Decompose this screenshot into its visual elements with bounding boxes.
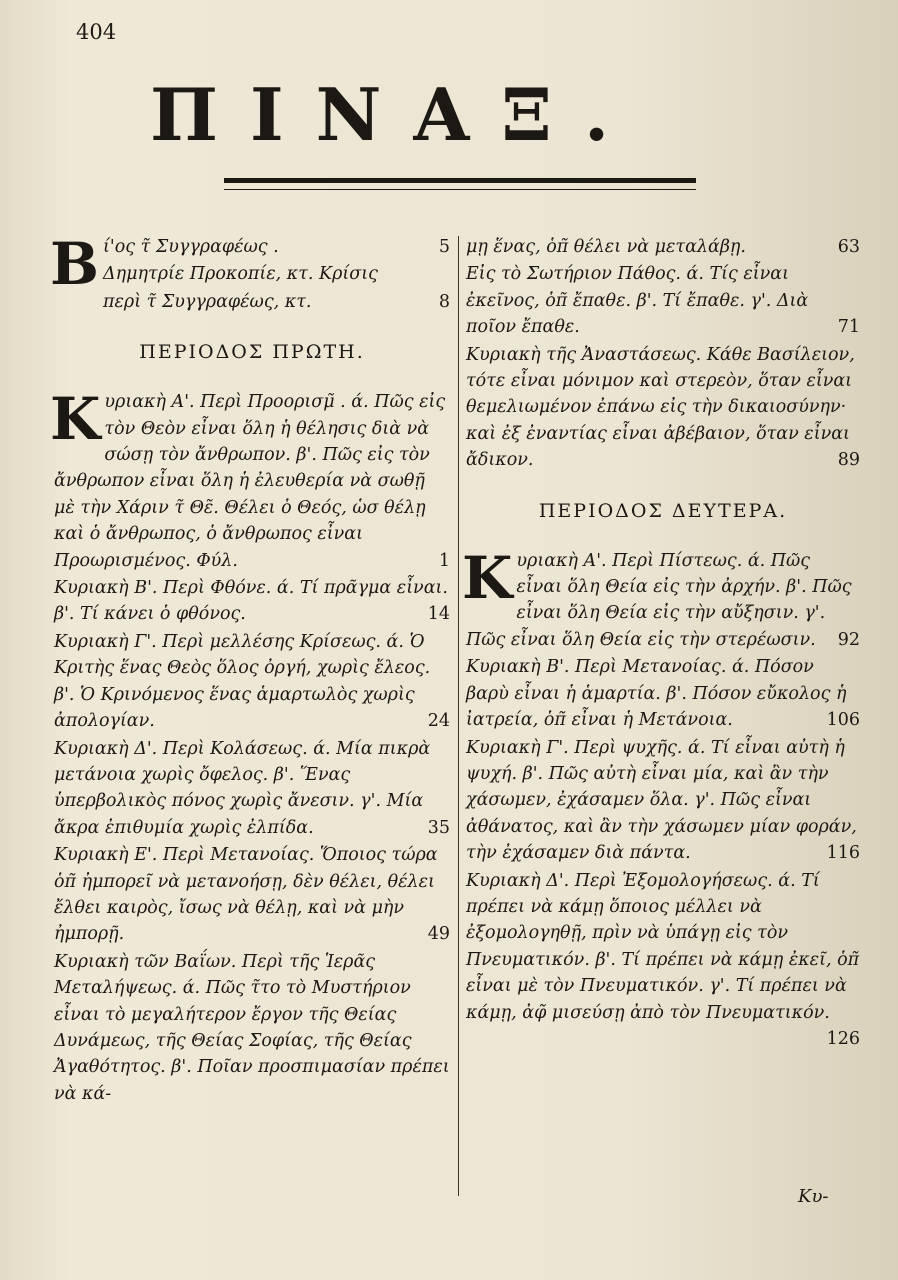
entry-text: Κυριακὴ Δ'. Περὶ Ἐξομολογήσεως. ά. Τί πρέπει νὰ κάμῃ ὅποιος μέλλει νὰ ἐξομολογηθῇ, πρὶν νὰ ὑπάγῃ εἰς τὸν Πνευματικόν. β'. Τί πρέπει νὰ κάμῃ ἐκεῖ, ὁπ̃ εἶναι μὲ τὸν Πνευματικόν. γ'. Τί πρέπει νὰ κάμῃ, ἀφ̃ μισεύσῃ ἀπὸ τὸν Πνευματικόν. [466, 870, 860, 1023]
entry-text: Δημητρίε Προκοπίε, κτ. Κρίσις [103, 264, 378, 285]
index-entry [54, 842, 450, 948]
page-number: 404 [76, 20, 117, 44]
entry-page-number: 1 [438, 550, 450, 571]
entry-page-number: 8 [438, 291, 450, 312]
entry-page-number: 126 [826, 1028, 860, 1049]
entry-page-number: 116 [826, 843, 860, 864]
entry-text: Κυριακὴ Γ'. Περὶ μελλέσης Κρίσεως. ά. Ὁ Κριτὴς ἕνας Θεὸς ὅλος ὀργή, χωρὶς ἔλεος. β'. Ὁ Κρινόμενος ἕνας ἁμαρτωλὸς χωρὶς ἀπολογίαν. [54, 631, 431, 732]
index-entry [466, 234, 860, 260]
entry-text: Κυριακὴ τῶν Βαΐων. Περὶ τῆς Ἱερᾶς Μεταλήψεως. ά. Πῶς τ̃το τὸ Μυστήριον εἶναι τὸ μεγαλήτερον ἔργον τῆς Θείας Δυνάμεως, τῆς Θείας Σοφίας, τῆς Θείας Ἀγαθότητος. β'. Ποῖαν προσπιμασίαν πρέπει νὰ κά- [54, 951, 450, 1104]
index-entry [466, 342, 860, 474]
entry-page-number: 106 [826, 710, 860, 731]
entry-text: υριακὴ Α'. Περὶ Πίστεως. ά. Πῶς εἶναι ὅλη Θεία εἰς τὴν ἀρχήν. β'. Πῶς εἶναι ὅλη Θεία εἰς τὴν αὔξησιν. γ'. Πῶς εἶναι ὅλη Θεία εἰς τὴν στερέωσιν. [466, 550, 852, 650]
entry-page-number: 92 [837, 629, 860, 650]
entry-text: Κυριακὴ Ε'. Περὶ Μετανοίας. Ὅποιος τώρα ὁπ̃ ἠμπορεῖ νὰ μετανοήσῃ, δὲν θέλει, θέλει ἔλθει καιρὸς, ἴσως νὰ θέλῃ, καὶ νὰ μὴν ἠμπορῇ. [54, 845, 438, 945]
entry-text: Κυριακὴ Β'. Περὶ Φθόνε. ά. Τί πρᾶγμα εἶναι. β'. Τί κάνει ὁ φθόνος. [54, 578, 448, 625]
entry-page-number: 49 [427, 924, 450, 945]
index-entry [466, 261, 860, 340]
index-entry [54, 261, 450, 287]
entry-text: Κυριακὴ Β'. Περὶ Μετανοίας. ά. Πόσον βαρὺ εἶναι ἡ ἁμαρτία. β'. Πόσον εὔκολος ἡ ἰατρεία, ὁπ̃ εἶναι ἡ Μετάνοια. [466, 657, 847, 731]
section-heading: ΠΕΡΙΟΔΟΣ ΔΕΥΤΕΡΑ. [538, 499, 788, 522]
left-column [50, 228, 450, 1108]
index-entry [54, 949, 450, 1107]
entry-page-number: 24 [427, 711, 450, 732]
section-heading: ΠΕΡΙΟΔΟΣ ΠΡΩΤΗ. [139, 341, 365, 364]
title-rule-thin [224, 189, 696, 190]
entry-page-number: 71 [837, 317, 860, 338]
entry-text: υριακὴ Α'. Περὶ Προορισμ̃ . ά. Πῶς εἰς τὸν Θεὸν εἶναι ὅλη ἡ θέλησις διὰ νὰ σώσῃ τὸν ἄνθρωπον. β'. Πῶς εἰς τὸν ἄνθρωπον εἶναι ὅλη ἡ ἐλευθερία νὰ σωθῇ μὲ τὴν Χάριν τ̃ Θε̃. Θέλει ὁ Θεός, ὡσ θέλῃ καὶ ὁ ἄνθρωπος, ὁ ἄνθρωπος εἶναι Προωρισμένος. Φύλ. [54, 392, 446, 571]
title-rule-thick [224, 178, 696, 183]
entry-page-number: 5 [438, 237, 450, 257]
index-entry [462, 543, 860, 654]
drop-cap: Κ [50, 385, 101, 454]
entry-page-number: 89 [837, 450, 860, 471]
right-column [462, 228, 860, 1052]
column-divider [458, 236, 459, 1196]
entry-text: Κυριακὴ τῆς Ἀναστάσεως. Κάθε Βασίλειον, τότε εἶναι μόνιμον καὶ στερεὸν, ὅταν εἶναι θεμελιωμένον ἐπάνω εἰς τὴν δικαιοσύνην· καὶ ἐξ ἐναντίας εἶναι ἀβέβαιον, ὅταν εἶναι ἄδικον. [466, 344, 855, 471]
entry-text: ί'ος τ̃ Συγγραφέως . [103, 237, 279, 257]
drop-cap: Β [50, 230, 100, 298]
index-entry [54, 629, 450, 735]
index-entry [54, 575, 450, 628]
entry-page-number: 35 [427, 817, 450, 838]
index-entry [54, 289, 450, 315]
entry-page-number: 14 [427, 604, 450, 625]
index-entry [50, 385, 450, 574]
entry-text: Εἰς τὸ Σωτήριον Πάθος. ά. Τίς εἶναι ἐκεῖνος, ὁπ̃ ἔπαθε. β'. Τί ἔπαθε. γ'. Διὰ ποῖον ἔπαθε. [466, 264, 809, 338]
entry-text: μῃ ἕνας, ὁπ̃ θέλει νὰ μεταλάβῃ. [466, 237, 746, 257]
entry-page-number: 63 [837, 237, 860, 257]
entry-text: περὶ τ̃ Συγγραφέως, κτ. [103, 291, 312, 312]
entry-text: Κυριακὴ Δ'. Περὶ Κολάσεως. ά. Μία πικρὰ μετάνοια χωρὶς ὄφελος. β'. Ἕνας ὑπερβολικὸς πόνος χωρὶς ἄνεσιν. γ'. Μία ἄκρα ἐπιθυμία χωρὶς ἐλπίδα. [54, 738, 431, 838]
index-entry [466, 654, 860, 733]
index-entry [54, 736, 450, 842]
index-entry [466, 868, 860, 1049]
entry-text: Κυριακὴ Γ'. Περὶ ψυχῆς. ά. Τί εἶναι αὐτὴ ἡ ψυχή. β'. Πῶς αὐτὴ εἶναι μία, καὶ ἂν τὴν χάσωμεν, ἐχάσαμεν ὅλα. γ'. Πῶς εἶναι ἀθάνατος, καὶ ἂν τὴν χάσωμεν μίαν φοράν, τὴν ἐχάσαμεν διὰ πάντα. [466, 737, 857, 864]
catchword: Κυ- [798, 1186, 829, 1207]
page-title: ΠΙΝΑΞ. [150, 72, 642, 157]
drop-cap: Κ [462, 543, 513, 612]
index-entry [466, 735, 860, 867]
